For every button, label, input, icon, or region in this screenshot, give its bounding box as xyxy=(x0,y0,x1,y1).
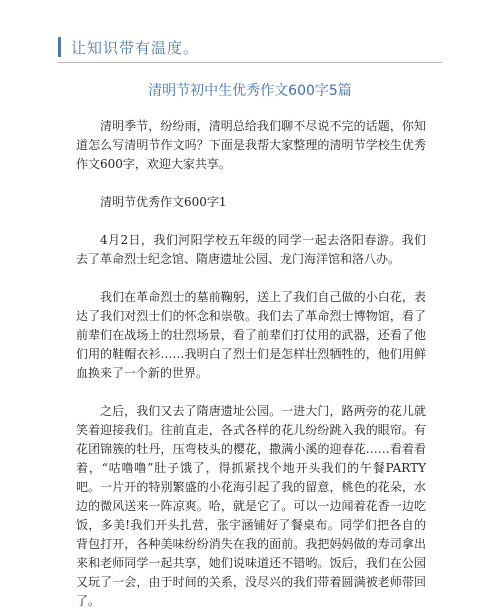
intro-paragraph: 清明季节，纷纷雨，清明总给我们聊不尽说不完的话题，你知道怎么写清明节作文吗？下面是我帮大家整理的清明节学校生优秀作文600字，欢迎大家共享。 xyxy=(76,119,426,171)
header-accent-bar xyxy=(58,37,61,57)
site-slogan: 让知识带有温度。 xyxy=(71,38,200,57)
body-paragraph: 之后，我们又去了隋唐遗址公园。一进大门，路两旁的花儿就笑着迎接我们。往前直走，各式各样的花儿纷纷跳入我的眼帘。有花团锦簇的牡丹，压弯枝头的樱花，撒满小溪的迎春花……看着看着，“咕噜噜”肚子饿了，得抓紧找个地开头我们的午餐PARTY吧。一片开的特别繁盛的小花海引起了我的留意，桃色的花朵，水边的微风送来一阵凉爽。哈，就是它了。可以一边闻着花香一边吃饭，多美!我们开头扎营，张宇涵铺好了餐桌布。同学们把各自的背包打开，各种美味纷纷消失在我的面前。我把妈妈做的寿司拿出来和老师同学一起共享，她们说味道还不错哟。饭后，我们在公园又玩了一会，由于时间的关系，没尽兴的我们带着圆满被老师带回了。 xyxy=(76,404,426,608)
body-paragraph: 4月2日，我们河阳学校五年级的同学一起去洛阳春游。我们去了革命烈士纪念馆、隋唐遗址公园、龙门海洋馆和洛八办。 xyxy=(76,233,426,266)
header-divider xyxy=(58,62,442,63)
body-paragraph: 我们在革命烈士的墓前鞠躬，送上了我们自己做的小白花，表达了我们对烈士们的怀念和崇敬。我们去了革命烈士博物馆，看了前辈们在战场上的壮烈场景，看了前辈们打仗用的武器，还看了他们用的鞋帽衣衫……我明白了烈士们是怎样壮烈牺牲的，他们用鲜血换来了一个新的世界。 xyxy=(76,290,426,380)
section-heading: 清明节优秀作文600字1 xyxy=(100,195,227,209)
article-title: 清明节初中生优秀作文600字5篇 xyxy=(148,83,352,99)
site-header xyxy=(58,34,199,60)
article-body xyxy=(76,117,426,611)
